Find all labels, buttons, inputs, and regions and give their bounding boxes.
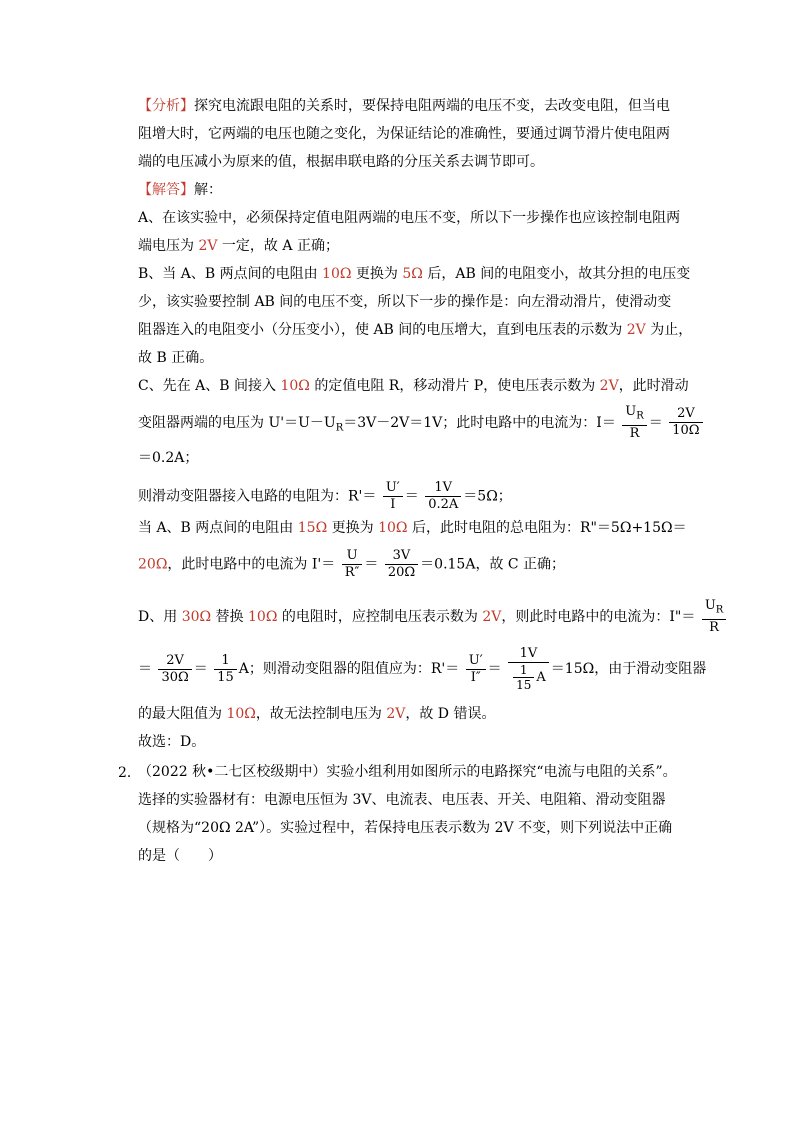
- fraction-u-over-r2: $\frac{U}{R''}$: [342, 548, 363, 581]
- option-c-line-1: C、先在 A、B 间接入 10Ω 的定值电阻 R，移动滑片 P，使电压表示数为 2V，此时滑动: [138, 378, 689, 394]
- fraction-1-over-15: $\frac{1}{15}$: [214, 653, 237, 686]
- analysis-line-3: 端的电压减小为原来的值，根据串联电路的分压关系去调节即可。: [138, 154, 544, 170]
- option-c-line-4: 则滑动变阻器接入电路的电阻为：R'＝ $\frac{U'}{I}$ ＝ $\frac{1V}{0.2A}$ ＝5Ω；: [138, 480, 512, 512]
- analysis-line-1: 【分析】探究电流跟电阻的关系时，要保持电阻两端的电压不变，去改变电阻，但当电: [138, 98, 670, 114]
- option-c-line-5: 当 A、B 两点间的电阻由 15Ω 更换为 10Ω 后，此时电阻的总电阻为：R"＝5Ω+15Ω＝: [138, 520, 687, 536]
- option-d-line-2: ＝ $\frac{2V}{30\Omega}$ ＝ $\frac{1}{15}$ A；则滑动变阻器的阻值应为：R'＝ $\frac{U'}{I''}$ ＝ 1V $\frac{1}{15}$ A ＝15Ω，由于滑动变阻器: [138, 646, 707, 692]
- fraction-ur-over-r-d: $\frac{U_R}{R}$: [702, 598, 727, 636]
- answer-line: 【解答】解：: [138, 182, 222, 198]
- fraction-1v-over-02a: $\frac{1V}{0.2A}$: [425, 480, 461, 513]
- fraction-2v-over-10ohm: $\frac{2V}{10\Omega}$: [669, 406, 702, 439]
- option-b-line-1: B、当 A、B 两点间的电阻由 10Ω 更换为 5Ω 后，AB 间的电阻变小，故其分担的电压变: [138, 266, 691, 282]
- question-2-line-1: （2022 秋•二七区校级期中）实验小组利用如图所示的电路探究“电流与电阻的关系”。: [138, 764, 677, 780]
- option-c-line-2: 变阻器两端的电压为 $U'=U-U_R=3V-2V=1V$；此时电路中的电流为：I＝ $\frac{U_R}{R}$ ＝ $\frac{2V}{10\Omega}$: [138, 404, 705, 442]
- option-c-line-3: ＝0.2A；: [138, 450, 199, 466]
- analysis-line-2: 阻增大时，它两端的电压也随之变化，为保证结论的准确性，要通过调节滑片使电阻两: [138, 126, 670, 142]
- option-b-line-4: 故 B 正确。: [138, 350, 214, 366]
- option-a-line-2: 端电压为 2V 一定，故 A 正确；: [138, 238, 339, 254]
- fraction-ur-over-r: $\frac{U_R}{R}$: [622, 404, 647, 442]
- fraction-uprime-over-i: $\frac{U'}{I}$: [383, 480, 403, 513]
- fraction-3v-over-20ohm: $\frac{3V}{20\Omega}$: [385, 548, 418, 581]
- option-b-line-3: 阻器连入的电阻变小（分压变小），使 AB 间的电压增大，直到电压表的示数为 2V 为止，: [138, 322, 693, 338]
- fraction-1v-over-1-15a: 1V $\frac{1}{15}$ A: [508, 646, 549, 692]
- question-2-line-3: （规格为“20Ω 2A”）。实验过程中，若保持电压表示数为 2V 不变，则下列说法中正确: [138, 820, 673, 836]
- fraction-2v-over-30ohm: $\frac{2V}{30\Omega}$: [158, 653, 191, 686]
- analysis-tag: 【分析】: [138, 98, 194, 114]
- option-c-line-6: 20Ω，此时电路中的电流为 I'＝ $\frac{U}{R''}$ ＝ $\frac{3V}{20\Omega}$ ＝0.15A，故 C 正确；: [138, 548, 566, 580]
- question-2-number: 2．: [118, 765, 141, 781]
- option-b-line-2: 少，该实验要控制 AB 间的电压不变，所以下一步的操作是：向左滑动滑片，使滑动变: [138, 294, 672, 310]
- option-a-line-1: A、在该实验中，必须保持定值电阻两端的电压不变，所以下一步操作也应该控制电阻两: [138, 210, 681, 226]
- question-2-line-2: 选择的实验器材有：电源电压恒为 3V、电流表、电压表、开关、电阻箱、滑动变阻器: [138, 792, 666, 808]
- option-d-line-1: D、用 30Ω 替换 10Ω 的电阻时，应控制电压表示数为 2V，则此时电路中的电流为：I"＝ $\frac{U_R}{R}$: [138, 598, 728, 636]
- question-2-line-4: 的是（ ）: [138, 848, 222, 864]
- answer-tag: 【解答】: [138, 182, 194, 198]
- choice-line: 故选：D。: [138, 734, 206, 750]
- option-d-line-3: 的最大阻值为 10Ω，故无法控制电压为 2V，故 D 错误。: [138, 706, 496, 722]
- fraction-uprime-over-i2: $\frac{U'}{I''}$: [466, 653, 486, 686]
